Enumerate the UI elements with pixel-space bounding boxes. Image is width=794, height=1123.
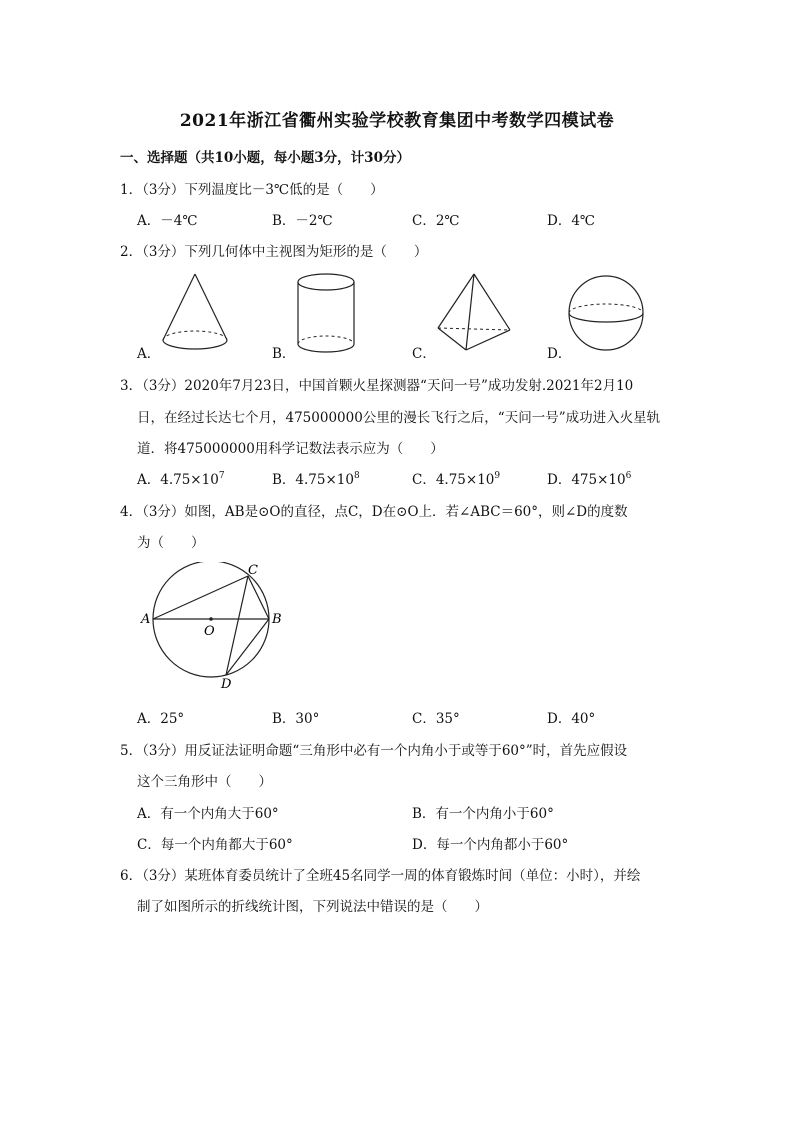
q3-option-b: B．$4.75\times 10^8$ [272,471,360,488]
q1-option-d: D．4℃ [547,213,596,229]
q1-option-a: A．－4℃ [137,213,198,229]
q3-line-3: 道．将475000000用科学记数法表示应为（ ） [137,441,444,457]
q2-figure-pyramid [430,268,516,358]
section-heading: 一、选择题（共10小题，每小题3分，计30分） [120,150,410,166]
q2-option-a: A． [137,346,161,362]
q3-line-2: 日，在经过长达七个月，475000000公里的漫长飞行之后，“天问一号”成功进入火星轨 [137,410,661,426]
q2-figure-cone [155,268,235,356]
q2-option-b: B． [272,346,296,362]
q4-option-c: C．35° [412,711,460,727]
q4-label-c: C [248,563,258,578]
q4-label-d: D [221,677,232,692]
q1-option-b: B．－2℃ [272,213,333,229]
q2-stem: 2．（3分）下列几何体中主视图为矩形的是（ ） [120,244,428,260]
q6-line-1: 6．（3分）某班体育委员统计了全班45名同学一周的体育锻炼时间（单位：小时），并绘 [120,868,641,884]
q3-option-a: A．$4.75\times 10^7$ [137,471,225,488]
q2-option-d: D． [547,346,572,362]
q4-option-a: A．25° [137,711,185,727]
q4-option-b: B．30° [272,711,320,727]
q2-option-c: C． [412,346,436,362]
q6-line-2: 制了如图所示的折线统计图，下列说法中错误的是（ ） [137,899,488,915]
page-title: 2021年浙江省衢州实验学校教育集团中考数学四模试卷 [179,111,615,131]
q3-option-d: D．$475\times 10^6$ [547,471,632,488]
q2-figure-cylinder [290,268,362,360]
q2-figure-sphere [565,272,647,354]
q5-option-b: B．有一个内角小于60° [412,806,554,822]
q4-circle-figure [136,562,286,692]
q1-option-c: C．2℃ [412,213,460,229]
q4-label-o: O [204,624,215,639]
q4-label-b: B [272,612,282,627]
q1-stem: 1．（3分）下列温度比－3℃低的是（ ） [120,182,384,198]
q4-line-2: 为（ ） [137,535,205,551]
q5-option-d: D．每一个内角都小于60° [412,837,569,853]
q5-line-2: 这个三角形中（ ） [137,774,272,790]
q3-line-1: 3．（3分）2020年7月23日，中国首颗火星探测器“天问一号”成功发射.2021年2月10 [120,378,634,394]
q5-option-a: A．有一个内角大于60° [137,806,279,822]
q4-line-1: 4．（3分）如图，AB是⊙O的直径，点C，D在⊙O上．若∠ABC＝60°，则∠D的度数 [120,504,628,520]
q3-option-c: C．$4.75\times 10^9$ [412,471,501,488]
q5-line-1: 5．（3分）用反证法证明命题“三角形中必有一个内角小于或等于60°”时，首先应假设 [120,743,628,759]
q4-label-a: A [141,612,151,627]
q4-option-d: D．40° [547,711,596,727]
q5-option-c: C．每一个内角都大于60° [137,837,293,853]
